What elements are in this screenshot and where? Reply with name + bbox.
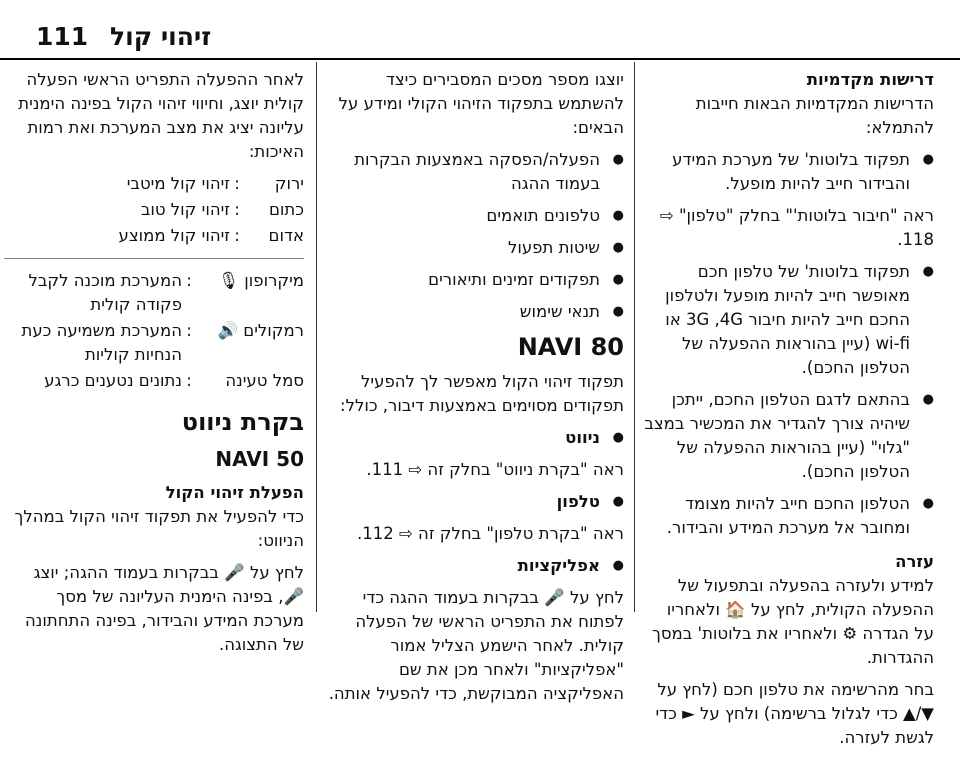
- list-item: ● הטלפון החכם חייב להיות מצומד ומחובר אל מערכת המידע והבידור.: [642, 492, 934, 540]
- page-number: 111: [36, 22, 89, 51]
- list-item: ● שיטות תפעול: [326, 236, 624, 260]
- list-item-title: ● אפליקציות: [326, 554, 624, 578]
- help-text-2: בחר מהרשימה את טלפון חכם (לחץ על ▼/▲ כדי לגלול ברשימה) ולחץ על ► כדי לגשת לעזרה.: [655, 680, 934, 747]
- navi50-heading: NAVI 50: [215, 447, 304, 471]
- list-item: ● בהתאם לדגם הטלפון החכם, ייתכן שיהיה צורך להגדיר את המכשיר במצב "גלוי" (עיין בהוראות ההפעלה של הטלפון החכם).: [642, 388, 934, 484]
- quality-key: ירוק: [274, 174, 304, 193]
- list-item: ● טלפונים תואמים: [326, 204, 624, 228]
- page-header: [0, 22, 960, 52]
- navi80-heading: NAVI 80: [517, 333, 624, 361]
- help-text: למידע ולעזרה בהפעלה ובתפעול של ההפעלה הקולית, לחץ על 🏠 ולאחריו על הגדרה ⚙ ולאחריו את בלוטות' במסך ההגדרות.: [651, 576, 934, 667]
- header-rule: [0, 58, 960, 60]
- list-item-text: ראה "בקרת ניווט" בחלק זה ⇨ 111.: [366, 460, 624, 479]
- prerequisites-intro: הדרישות המקדמיות הבאות חייבות להתמלא:: [695, 94, 934, 137]
- status-key: מיקרופון 🎙: [218, 271, 304, 290]
- list-item: ● הפעלה/הפסקה באמצעות הבקרות בעמוד ההגה: [326, 148, 624, 196]
- help-heading: עזרה: [895, 552, 934, 571]
- middle-column: [326, 68, 624, 714]
- navi80-text: תפקוד זיהוי הקול מאפשר לך להפעיל תפקודים מסוימים באמצעות דיבור, כולל:: [340, 372, 624, 415]
- quality-key: אדום: [268, 226, 304, 245]
- main-menu-text: לאחר ההפעלה התפריט הראשי הפעלה קולית יוצג, וחיווי זיהוי הקול בפינה הימנית עליונה יציג את מצב המערכת ואת רמות האיכות:: [18, 70, 304, 161]
- activation-text: כדי להפעיל את תפקוד זיהוי הקול במהלך הניווט:: [14, 507, 304, 550]
- list-item: ● תפקודים זמינים ותיאורים: [326, 268, 624, 292]
- column-divider-left: [316, 62, 317, 612]
- quality-value: זיהוי קול טוב: [140, 200, 230, 219]
- status-value: נתונים נטענים כרגע: [44, 371, 182, 390]
- status-row: סמל טעינה : נתונים נטענים כרגע: [4, 369, 304, 393]
- list-item: ● תפקוד בלוטות' של מערכת המידע והבידור חייב להיות מופעל.: [642, 148, 934, 196]
- quality-row: ירוק : זיהוי קול מיטבי: [4, 172, 304, 196]
- list-item: ● תפקוד בלוטות' של טלפון חכם מאופשר חייב להיות מופעל ולטלפון החכם חייב להיות חיבור 3G ,4G או wi-fi (עיין בהוראות ההפעלה של הטלפון החכם).: [642, 260, 934, 380]
- activation-text-2: לחץ על 🎤 בבקרות בעמוד ההגה; יוצג 🎤, בפינה הימנית העליונה של מסך מערכת המידע והבידור, בפינה התחתונה של התצוגה.: [24, 563, 304, 654]
- page-title: זיהוי קול: [110, 22, 212, 51]
- quality-row: כתום : זיהוי קול טוב: [4, 198, 304, 222]
- list-item-text: לחץ על 🎤 בבקרות בעמוד ההגה כדי לפתוח את התפריט הראשי של הפעלה קולית. לאחר הישמע הצליל אמור "אפליקציות" ולאחר מכן את שם האפליקציה המבוקשת, כדי להפעיל אותה.: [328, 588, 624, 703]
- list-item: ● תנאי שימוש: [326, 300, 624, 324]
- status-key: סמל טעינה: [225, 371, 304, 390]
- screens-intro: יוצגו מספר מסכים המסבירים כיצד להשתמש בתפקוד הזיהוי הקולי ומידע על הבאים:: [338, 70, 624, 137]
- prerequisites-heading: דרישות מקדמיות: [806, 70, 934, 89]
- nav-control-heading: בקרת ניווט: [181, 408, 304, 436]
- quality-value: זיהוי קול ממוצע: [118, 226, 230, 245]
- status-row: רמקולים 🔊 : המערכת משמיעה כעת הנחיות קוליות: [4, 319, 304, 367]
- list-item-title: ● ניווט: [326, 426, 624, 450]
- quality-row: אדום : זיהוי קול ממוצע: [4, 224, 304, 248]
- column-divider-right: [634, 62, 635, 612]
- activation-heading: הפעלת זיהוי הקול: [165, 483, 304, 502]
- status-value: המערכת משמיעה כעת הנחיות קוליות: [21, 321, 182, 364]
- right-column: [642, 68, 934, 758]
- list-item-text: ראה "בקרת טלפון" בחלק זה ⇨ 112.: [356, 524, 624, 543]
- quality-value: זיהוי קול מיטבי: [126, 174, 230, 193]
- status-key: רמקולים 🔊: [217, 321, 304, 340]
- quality-key: כתום: [268, 200, 304, 219]
- status-value: המערכת מוכנה לקבל פקודה קולית: [28, 271, 182, 314]
- left-column: [4, 68, 304, 665]
- divider: [4, 258, 304, 259]
- status-row: מיקרופון 🎙 : המערכת מוכנה לקבל פקודה קולית: [4, 269, 304, 317]
- list-item-title: ● טלפון: [326, 490, 624, 514]
- list-item-note: ראה "חיבור בלוטות'" בחלק "טלפון" ⇨ 118.: [659, 206, 934, 249]
